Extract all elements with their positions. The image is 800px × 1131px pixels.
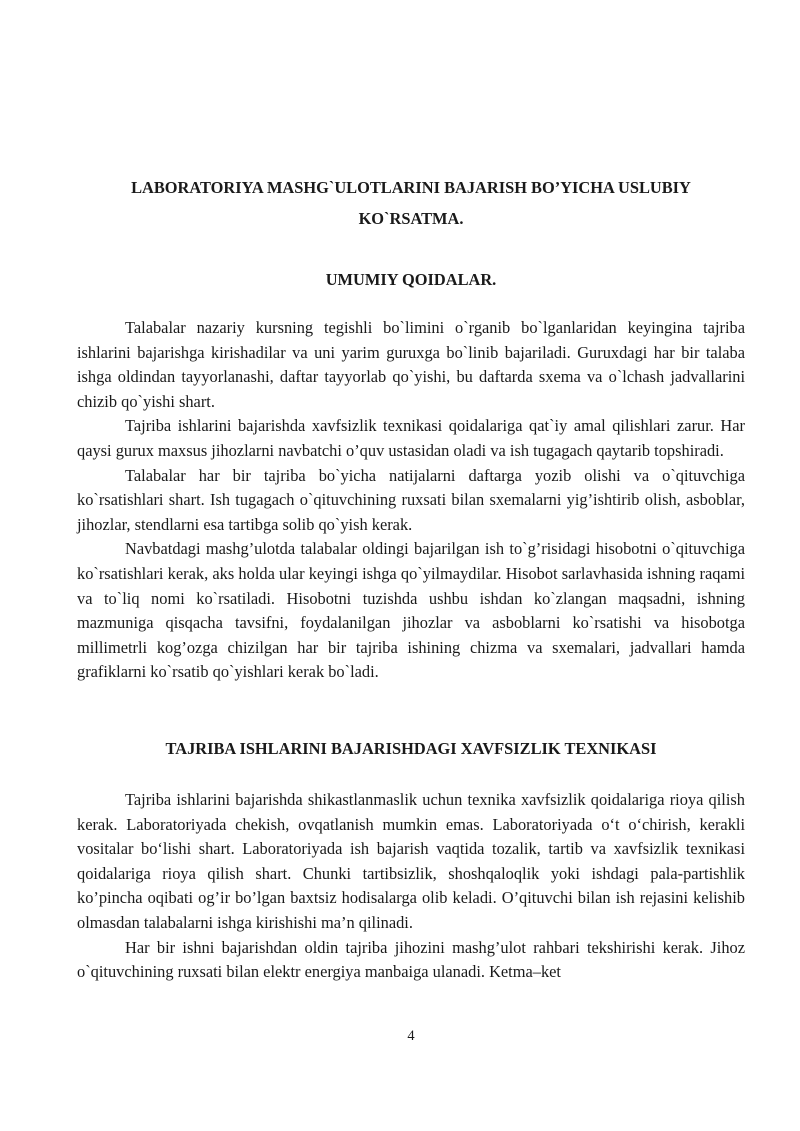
paragraph: Tajriba ishlarini bajarishda shikastlanmaslik uchun texnika xavfsizlik qoidalariga rioya qilish kerak. Laboratoriyada chekish, ovqatlanish mumkin emas. Laboratoriyada o‘t o‘chirish, kerakli vositalar bo‘lishi shart. Laboratoriyada ish bajarish vaqtida tozalik, tartib va xavfsizlik texnikasi qoidalariga rioya qilish shart. Chunki tartibsizlik, shoshqaloqlik yoki ishdagi pala-partishlik ko’pincha oqibati og’ir bo’lgan baxtsiz hodisalarga olib keladi. O’qituvchi bilan ish rejasini kelishib olmasdan talabalarni ishga kirishishi ma’n qilinadi. <box>77 790 745 932</box>
section-heading-safety: TAJRIBA ISHLARINI BAJARISHDAGI XAVFSIZLIK TEXNIKASI <box>165 739 657 758</box>
paragraph: Har bir ishni bajarishdan oldin tajriba jihozini mashg’ulot rahbari tekshirishi kerak. Jihoz o`qituvchining ruxsati bilan elektr energiya manbaiga ulanadi. Ketma–ket <box>77 937 745 982</box>
section-body-safety <box>77 788 745 985</box>
paragraph: Talabalar har bir tajriba bo`yicha natijalarni daftarga yozib olishi va o`qituvchiga ko`rsatishlari shart. Ish tugagach o`qituvchining ruxsati bilan sxemalarni yig’ishtirib olish, asboblar, jihozlar, stendlarni esa tartibga solib qo`yish kerak. <box>77 465 745 534</box>
document-title-line-2: KO`RSATMA. <box>358 209 464 228</box>
section-heading-general-rules: UMUMIY QOIDALAR. <box>325 270 497 289</box>
page-number: 4 <box>407 1028 415 1044</box>
document-title-line-1: LABORATORIYA MASHG`ULOTLARINI BAJARISH BO’YICHA USLUBIY <box>131 178 691 197</box>
paragraph: Navbatdagi mashg’ulotda talabalar oldingi bajarilgan ish to`g’risidagi hisobotni o`qituvchiga ko`rsatishlari kerak, aks holda ular keyingi ishga qo`yilmaydilar. Hisobot sarlavhasida ishning raqami va to`liq nomi ko`rsatiladi. Hisobotni tuzishda ushbu ishdan ko`zlangan maqsadni, ishning mazmuniga qisqacha tavsifni, foydalanilgan jihozlar va asboblarni ko`rsatishi va hisobotga millimetrli kog’ozga chizilgan har bir tajriba ishining chizma va sxemalari, jadvallari hamda grafiklarni ko`rsatib qo`yishlari kerak bo`ladi. <box>77 539 745 682</box>
document-page <box>77 0 745 1131</box>
paragraph: Talabalar nazariy kursning tegishli bo`limini o`rganib bo`lganlaridan keyingina tajriba ishlarini bajarishga kirishadilar va uni yarim guruxga bo`linib bajariladi. Guruxdagi har bir talaba ishga oldindan tayyorlanashi, daftar tayyorlab qo`yishi, bu daftarda sxema va o`lchash jadvallarini chizib qo`yishi shart. <box>77 318 745 411</box>
paragraph: Tajriba ishlarini bajarishda xavfsizlik texnikasi qoidalariga qat`iy amal qilishlari zarur. Har qaysi gurux maxsus jihozlarni navbatchi o’quv ustasidan oladi va ish tugagach qaytarib topshiradi. <box>77 416 745 460</box>
section-body-general-rules <box>77 316 745 685</box>
